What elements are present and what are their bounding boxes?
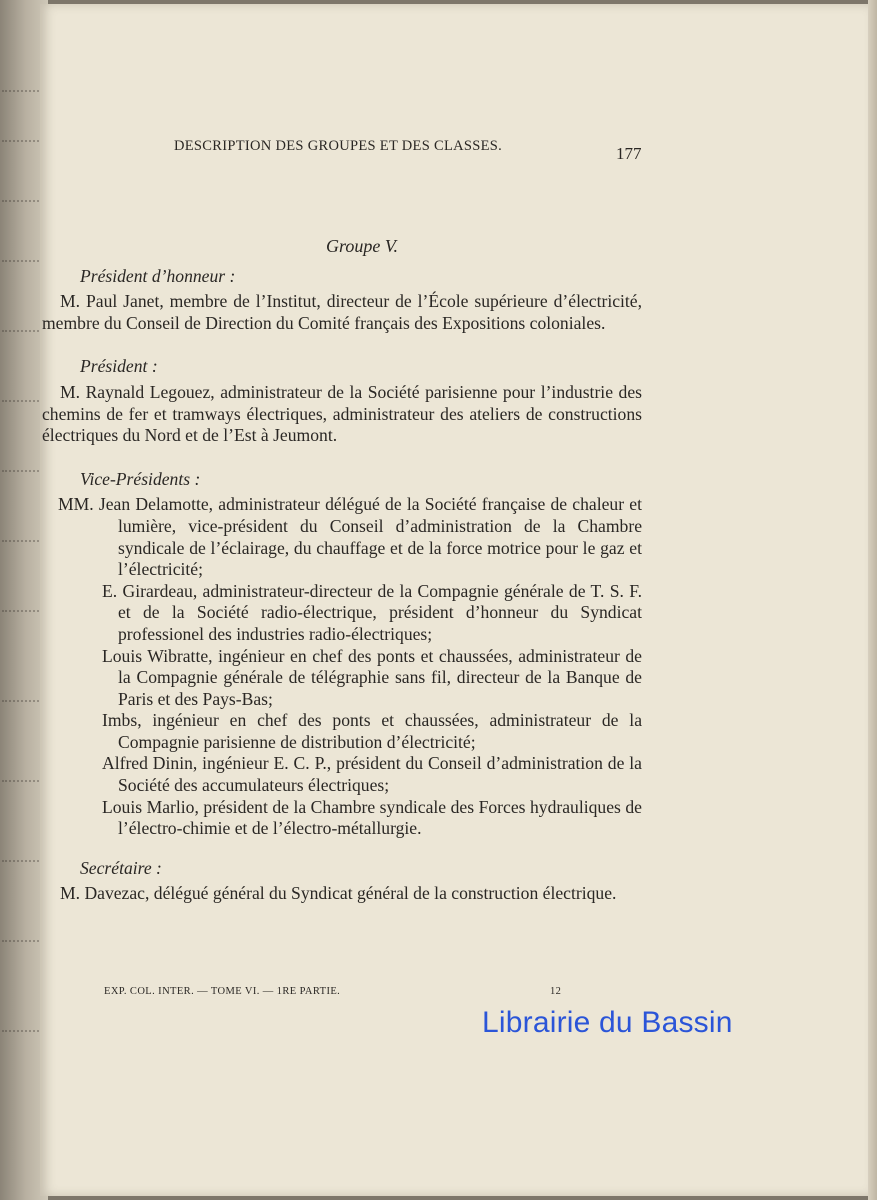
list-item: Louis Marlio, président de la Chambre syndicale des Forces hydrauliques de l’électro-chimie et de l’électro-métallurgie. — [102, 796, 642, 839]
list-item: Louis Wibratte, ingénieur en chef des ponts et chaussées, administrateur de la Compagnie générale de télégraphie sans fil, directeur de la Banque de Paris et des Pays-Bas; — [102, 645, 642, 709]
vice-presidents-list — [42, 494, 642, 840]
role-heading-secretary: Secrétaire : — [80, 857, 162, 878]
role-heading-president: Président : — [80, 356, 158, 377]
paragraph-secretary: M. Davezac, délégué général du Syndicat général de la construction électrique. — [60, 883, 617, 904]
list-item: Imbs, ingénieur en chef des ponts et chaussées, administrateur de la Compagnie parisienne de distribution d’électricité; — [102, 710, 642, 752]
running-title: DESCRIPTION DES GROUPES ET DES CLASSES. — [174, 138, 503, 154]
paragraph-honorary-president: M. Paul Janet, membre de l’Institut, directeur de l’École supérieure d’électricité, membre du Conseil de Direction du Comité français des Expositions coloniales. — [42, 291, 642, 333]
group-title: Groupe V. — [326, 236, 398, 256]
role-heading-honorary-president: Président d’honneur : — [80, 265, 236, 286]
list-item: MM. Jean Delamotte, administrateur délégué de la Société française de chaleur et lumière, vice-président du Conseil d’administration de la Chambre syndicale de l’éclairage, du chauffage et de la force motrice pour le gaz et l’électricité; — [58, 494, 642, 580]
list-item: Alfred Dinin, ingénieur E. C. P., président du Conseil d’administration de la Société des accumulateurs électriques; — [102, 753, 642, 796]
page-body — [42, 236, 642, 923]
footer-imprint: EXP. COL. INTER. — TOME VI. — 1RE PARTIE. — [104, 986, 341, 997]
role-heading-vice-presidents: Vice-Présidents : — [80, 468, 201, 489]
page-footer — [104, 986, 564, 997]
page-number: 177 — [616, 144, 642, 163]
page-edge — [868, 0, 877, 1200]
list-item: E. Girardeau, administrateur-directeur de la Compagnie générale de T. S. F. et de la Société radio-électrique, président d’honneur du Syndicat professionel des industries radio-électriques; — [102, 580, 642, 644]
paragraph-president: M. Raynald Legouez, administrateur de la Société parisienne pour l’industrie des chemins de fer et tramways électriques, administrateur des ateliers de constructions électriques du Nord et de l’Est à Jeumont. — [42, 381, 642, 446]
signature-mark: 12 — [550, 986, 562, 997]
seller-watermark: Librairie du Bassin — [482, 1006, 733, 1039]
